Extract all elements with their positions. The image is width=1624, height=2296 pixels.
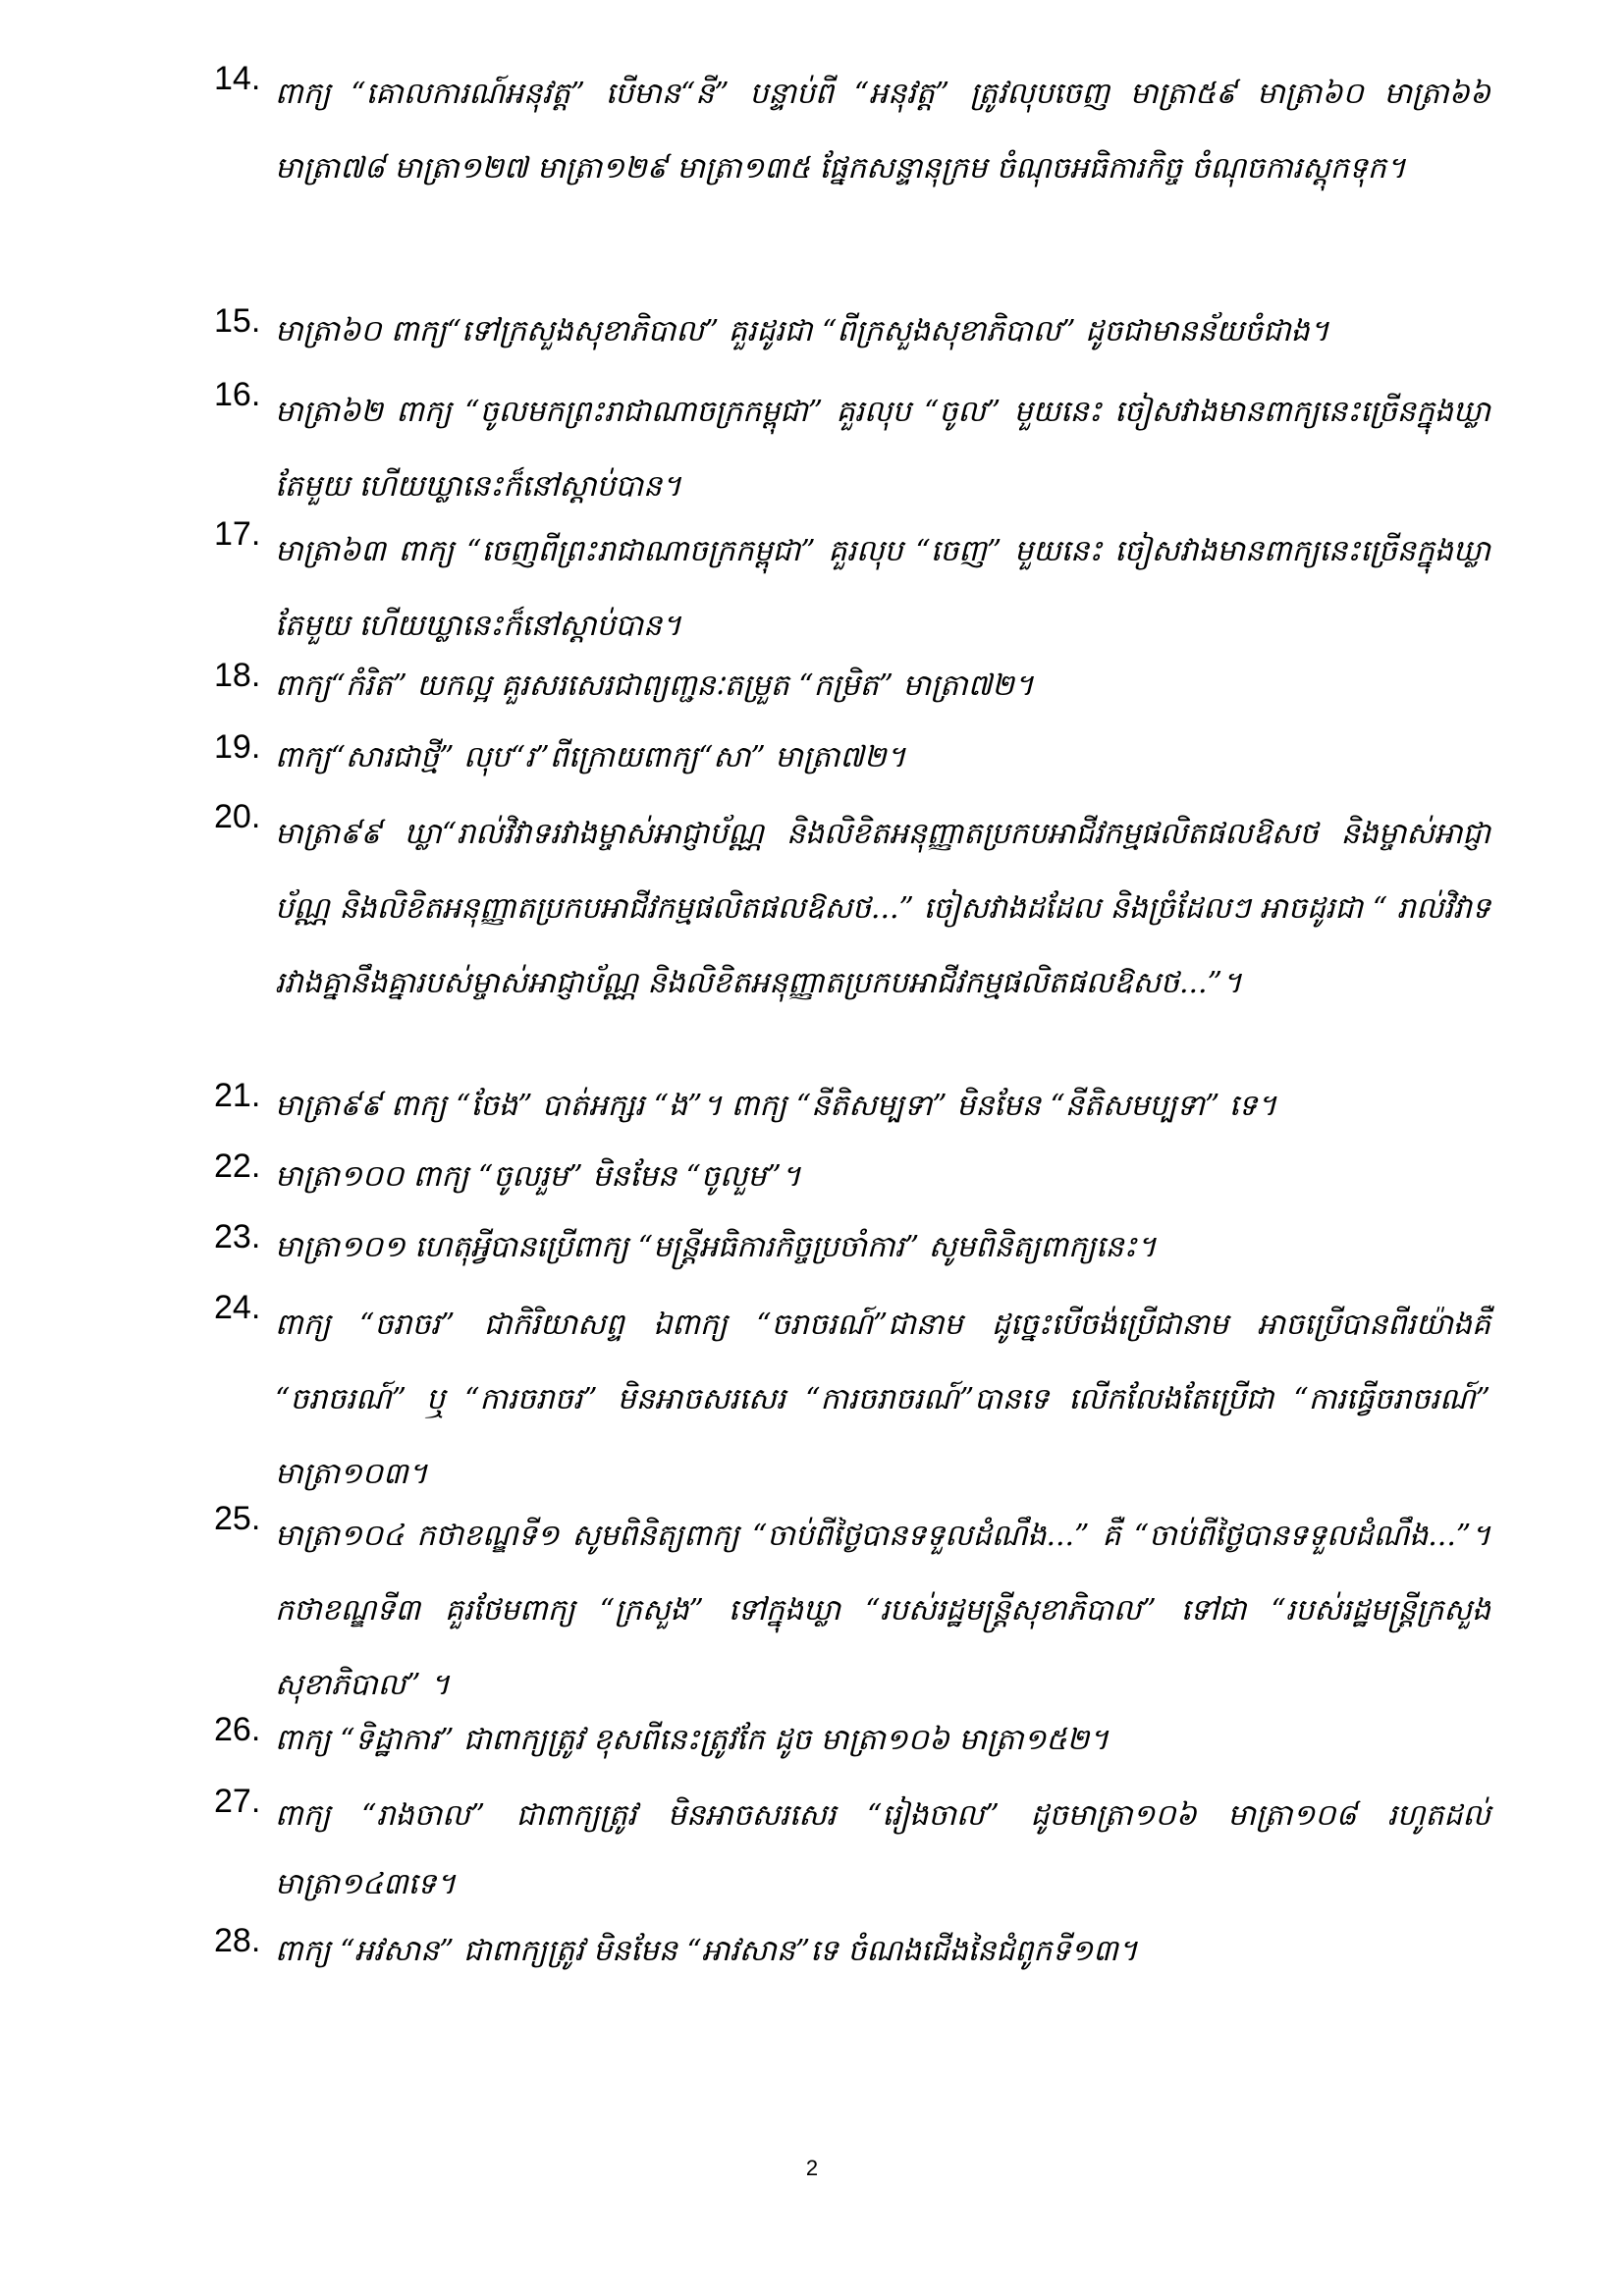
- list-item: [214, 797, 1490, 1021]
- list-item: [214, 1782, 1490, 1919]
- item-number: 20.: [214, 798, 261, 835]
- item-text: ពាក្យ“សារជាថ្មី” លុប“រ”ពីក្រោយពាក្យ“សា” មាត្រា៧២។: [275, 740, 906, 774]
- item-text: ពាក្យ “អវសាន” ជាពាក្យត្រូវ មិនមែន “អាវសាន”ទេ ចំណងជើងនៃជំពូកទី១៣។: [275, 1934, 1138, 1968]
- item-number: 26.: [214, 1711, 261, 1748]
- item-number: 22.: [214, 1148, 261, 1185]
- item-text: ពាក្យ “រាងចាល” ជាពាក្យត្រូវ មិនអាចសរសេរ “រៀងចាល” ដូចមាត្រា១០៦ មាត្រា១០៨ រហូតដល់មាត្រា១៤៣ទេ។: [275, 1798, 1490, 1901]
- item-text: ពាក្យ “ចរាចរ” ជាកិរិយាសព្ទ ឯពាក្យ “ចរាចរណ៍”ជានាម ដូច្នេះបើចង់ប្រើជានាម អាចប្រើបានពីរយ៉ាងគឺ “ចរាចរណ៍” ឬ “ការចរាចរ” មិនអាចសរសេរ “ការចរាចរណ៍”បានទេ លើកលែងតែប្រើជា “ការធ្វើចរាចរណ៍” មាត្រា១០៣។: [275, 1308, 1490, 1491]
- list-item: [214, 375, 1490, 524]
- list-item: [214, 1076, 1490, 1137]
- item-text: មាត្រា៩៩ ឃ្លា“រាល់វិវាទរវាងម្ចាស់អាជ្ញាប័ណ្ណ និងលិខិតអនុញ្ញាតប្រកបអាជីវកម្មផលិតផលឱសថ និងម្ចាស់អាជ្ញាប័ណ្ណ និងលិខិតអនុញ្ញាតប្រកបអាជីវកម្មផលិតផលឱសថ...” ចៀសវាងដដែល និងច្រំដែលៗ អាចដូរជា “ រាល់វិវាទរវាងគ្នានឹងគ្នារបស់ម្ចាស់អាជ្ញាប័ណ្ណ និងលិខិតអនុញ្ញាតប្រកបអាជីវកម្មផលិតផលឱសថ...”។: [275, 817, 1490, 1000]
- item-number: 28.: [214, 1922, 261, 1959]
- item-number: 15.: [214, 302, 261, 340]
- list-item: [214, 1921, 1490, 1982]
- list-item: [214, 1499, 1490, 1723]
- item-text: មាត្រា៦៣ ពាក្យ “ចេញពីព្រះរាជាណាចក្រកម្ពុជា” គួរលុប “ចេញ” មួយនេះ ចៀសវាងមានពាក្យនេះច្រើនក្នុងឃ្លាតែមួយ ហើយឃ្លានេះក៏នៅស្តាប់បាន។: [275, 534, 1490, 643]
- item-text: មាត្រា១០៤ កថាខណ្ឌទី១ សូមពិនិត្យពាក្យ “ចាប់ពីថ្ងៃបានទទួលដំណឹង...” គឺ “ចាប់ពីថ្ងៃបានទទួលដំណឹង...”។ កថាខណ្ឌទី៣ គួរថែមពាក្យ “ក្រសួង” ទៅក្នុងឃ្លា “របស់រដ្ឋមន្ត្រីសុខាភិបាល” ទៅជា “របស់រដ្ឋមន្ត្រីក្រសួងសុខាភិបាល” ។: [275, 1519, 1490, 1702]
- item-number: 16.: [214, 376, 261, 413]
- item-text: មាត្រា១០១ ហេតុអ្វីបានប្រើពាក្យ “មន្ត្រីអធិការកិច្ចប្រចាំការ” សូមពិនិត្យពាក្យនេះ។: [275, 1230, 1157, 1264]
- item-text: មាត្រា៩៩ ពាក្យ “ចែង” បាត់អក្សរ “ង”។ ពាក្យ “នីតិសម្បទា” មិនមែន “នីតិសមប្បទា” ទេ។: [275, 1089, 1277, 1123]
- item-number: 18.: [214, 657, 261, 694]
- list-item: [214, 727, 1490, 788]
- item-number: 27.: [214, 1783, 261, 1820]
- item-number: 25.: [214, 1500, 261, 1537]
- item-number: 24.: [214, 1289, 261, 1326]
- item-number: 23.: [214, 1218, 261, 1255]
- list-item: [214, 514, 1490, 664]
- item-text: ពាក្យ “ទិដ្ឋាការ” ជាពាក្យត្រូវ ខុសពីនេះត្រូវកែ ដូច មាត្រា១០៦ មាត្រា១៥២។: [275, 1723, 1110, 1757]
- page-number: 2: [805, 2156, 819, 2180]
- item-text: មាត្រា១០០ ពាក្យ “ចូលរួម” មិនមែន “ចូលួម”។: [275, 1159, 801, 1194]
- list-item: [214, 1147, 1490, 1207]
- list-item: [214, 656, 1490, 717]
- item-number: 19.: [214, 728, 261, 766]
- item-number: 21.: [214, 1077, 261, 1114]
- item-text: មាត្រា៦០ ពាក្យ“ទៅក្រសួងសុខាភិបាល” គួរដូរជា “ពីក្រសួងសុខាភិបាល” ដូចជាមានន័យចំជាង។: [275, 314, 1329, 348]
- item-text: ពាក្យ“កំរិត” យកល្អ គួរសរសេរជាព្យញ្ជនៈតម្រួត “កម្រិត” មាត្រា៧២។: [275, 668, 1034, 703]
- item-number: 17.: [214, 515, 261, 553]
- list-item: [214, 1710, 1490, 1771]
- item-number: 14.: [214, 60, 261, 97]
- item-text: ពាក្យ “គោលការណ៍អនុវត្ត” បើមាន“នី” បន្ទាប់ពី “អនុវត្ត” ត្រូវលុបចេញ មាត្រា៥៩ មាត្រា៦០ មាត្រា៦៦ មាត្រា៧៨ មាត្រា១២៧ មាត្រា១២៩ មាត្រា១៣៥ ផ្នែកសន្ទានុក្រម ចំណុចអធិការកិច្ច ចំណុចការស្តុកទុក។: [275, 77, 1490, 186]
- list-item: [214, 1288, 1490, 1512]
- list-item: [214, 301, 1490, 362]
- item-text: មាត្រា៦២ ពាក្យ “ចូលមកព្រះរាជាណាចក្រកម្ពុជា” គួរលុប “ចូល” មួយនេះ ចៀសវាងមានពាក្យនេះច្រើនក្នុងឃ្លាតែមួយ ហើយឃ្លានេះក៏នៅស្តាប់បាន។: [275, 395, 1490, 504]
- list-item: [214, 57, 1490, 206]
- list-item: [214, 1217, 1490, 1278]
